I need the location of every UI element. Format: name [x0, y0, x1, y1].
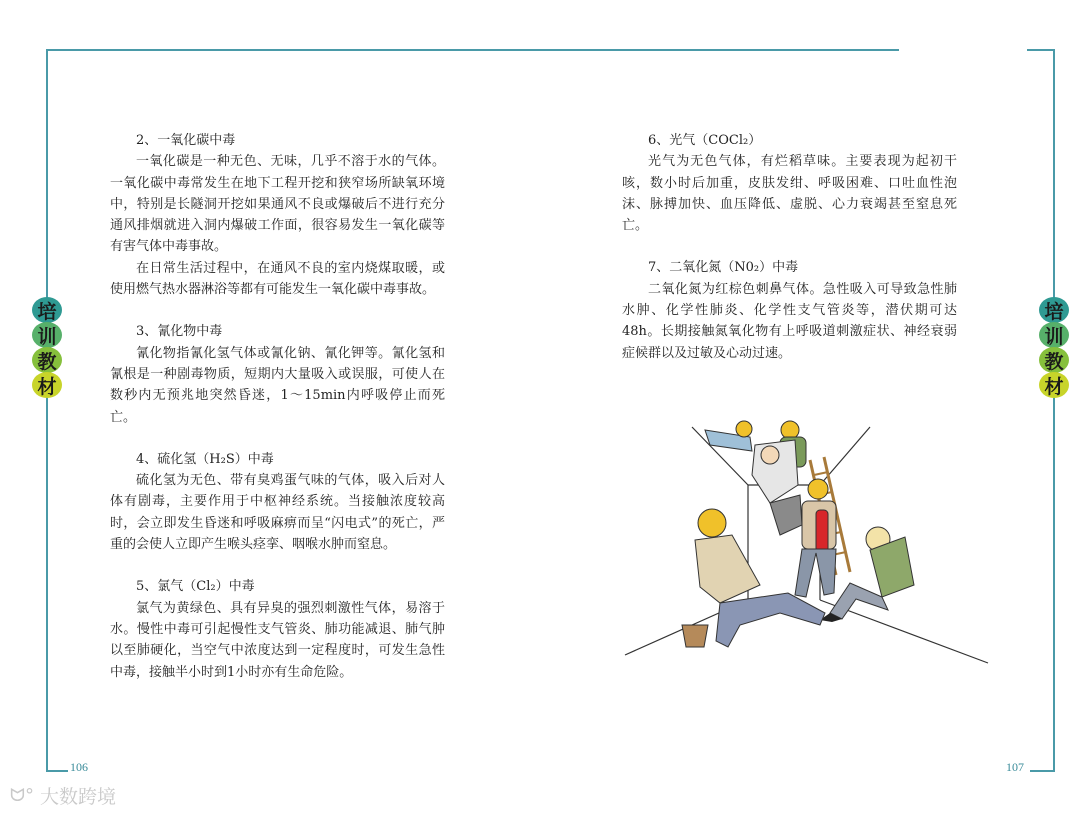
paragraph-gap [622, 236, 957, 257]
left-frame-vertical [46, 49, 48, 771]
paragraph: 二氧化氮为红棕色刺鼻气体。急性吸入可导致急性肺水肿、化学性肺炎、化学性支气管炎等，潜伏期可达48h。长期接触氮氧化物有上呼吸道刺激症状、神经衰弱症候群以及过敏及心动过速。 [622, 281, 957, 361]
page-number-right: 107 [1006, 760, 1024, 774]
side-tab-char: 材 [32, 372, 62, 398]
page-number-left: 106 [70, 760, 88, 774]
paragraph: 氰化物指氰化氢气体或氰化钠、氰化钾等。氰化氢和氰根是一种剧毒物质，短期内大量吸入或误服，可使人在数秒内无预兆地突然昏迷，1～15min内呼吸停止而死亡。 [110, 345, 445, 425]
side-tab-char: 训 [1039, 322, 1069, 348]
paragraph: 光气为无色气体，有烂稻草味。主要表现为起初干咳，数小时后加重，皮肤发绀、呼吸困难、口吐血性泡沫、脉搏加快、血压降低、虚脱、心力衰竭甚至窒息死亡。 [622, 154, 957, 234]
side-tab-char: 教 [32, 347, 62, 373]
section-heading: 2、一氧化碳中毒 [136, 133, 236, 148]
side-tab-char: 教 [1039, 347, 1069, 373]
paragraph: 氯气为黄绿色、具有异臭的强烈刺激性气体，易溶于水。慢性中毒可引起慢性支气管炎、肺功能减退、肺气肿以至肺硬化，当空气中浓度达到一定程度时，可发生急性中毒，接触半小时到1小时亦有生命危险。 [110, 600, 445, 680]
right-frame-top [1027, 49, 1055, 51]
paragraph-gap [110, 428, 445, 449]
watermark-logo-icon: ᗢ° [10, 785, 34, 806]
watermark-text: 大数跨境 [39, 786, 116, 808]
paragraph: 在日常生活过程中，在通风不良的室内烧煤取暖，或使用燃气热水器淋浴等都有可能发生一氧化碳中毒事故。 [110, 260, 445, 298]
side-tab-left [30, 297, 64, 397]
paragraph-gap [110, 300, 445, 321]
top-rule [46, 49, 899, 51]
section-heading: 4、硫化氢（H₂S）中毒 [136, 451, 274, 467]
paragraph-gap [110, 555, 445, 576]
left-page-text [110, 130, 445, 683]
paragraph: 硫化氢为无色、带有臭鸡蛋气味的气体，吸入后对人体有剧毒，主要作用于中枢神经系统。当接触浓度较高时，会立即发生昏迷和呼吸麻痹而呈“闪电式”的死亡，严重的会使人立即产生喉头痉挛、咽喉水肿而窒息。 [110, 473, 445, 553]
tunnel-poisoning-rescue-illustration [620, 415, 990, 665]
left-frame-bottom [46, 770, 68, 772]
side-tab-char: 培 [1039, 297, 1069, 323]
side-tab-char: 训 [32, 322, 62, 348]
section-heading: 3、氰化物中毒 [136, 324, 223, 340]
right-page-text [622, 130, 957, 364]
side-tab-right [1037, 297, 1071, 397]
section-heading: 5、氯气（Cl₂）中毒 [136, 579, 255, 595]
side-tab-char: 材 [1039, 372, 1069, 398]
right-frame-vertical [1053, 49, 1055, 771]
right-frame-bottom [1030, 770, 1055, 772]
paragraph: 一氧化碳是一种无色、无味，几乎不溶于水的气体。一氧化碳中毒常发生在地下工程开挖和狭窄场所缺氧环境中，特别是长隧洞开挖如果通风不良或爆破后不进行充分通风排烟就进入洞内爆破工作面，很容易发生一氧化碳等有害气体中毒事故。 [110, 154, 445, 255]
section-heading: 6、光气（COCl₂） [648, 133, 762, 148]
side-tab-char: 培 [32, 297, 62, 323]
section-heading: 7、二氧化氮（N0₂）中毒 [648, 260, 799, 276]
watermark [10, 782, 116, 809]
